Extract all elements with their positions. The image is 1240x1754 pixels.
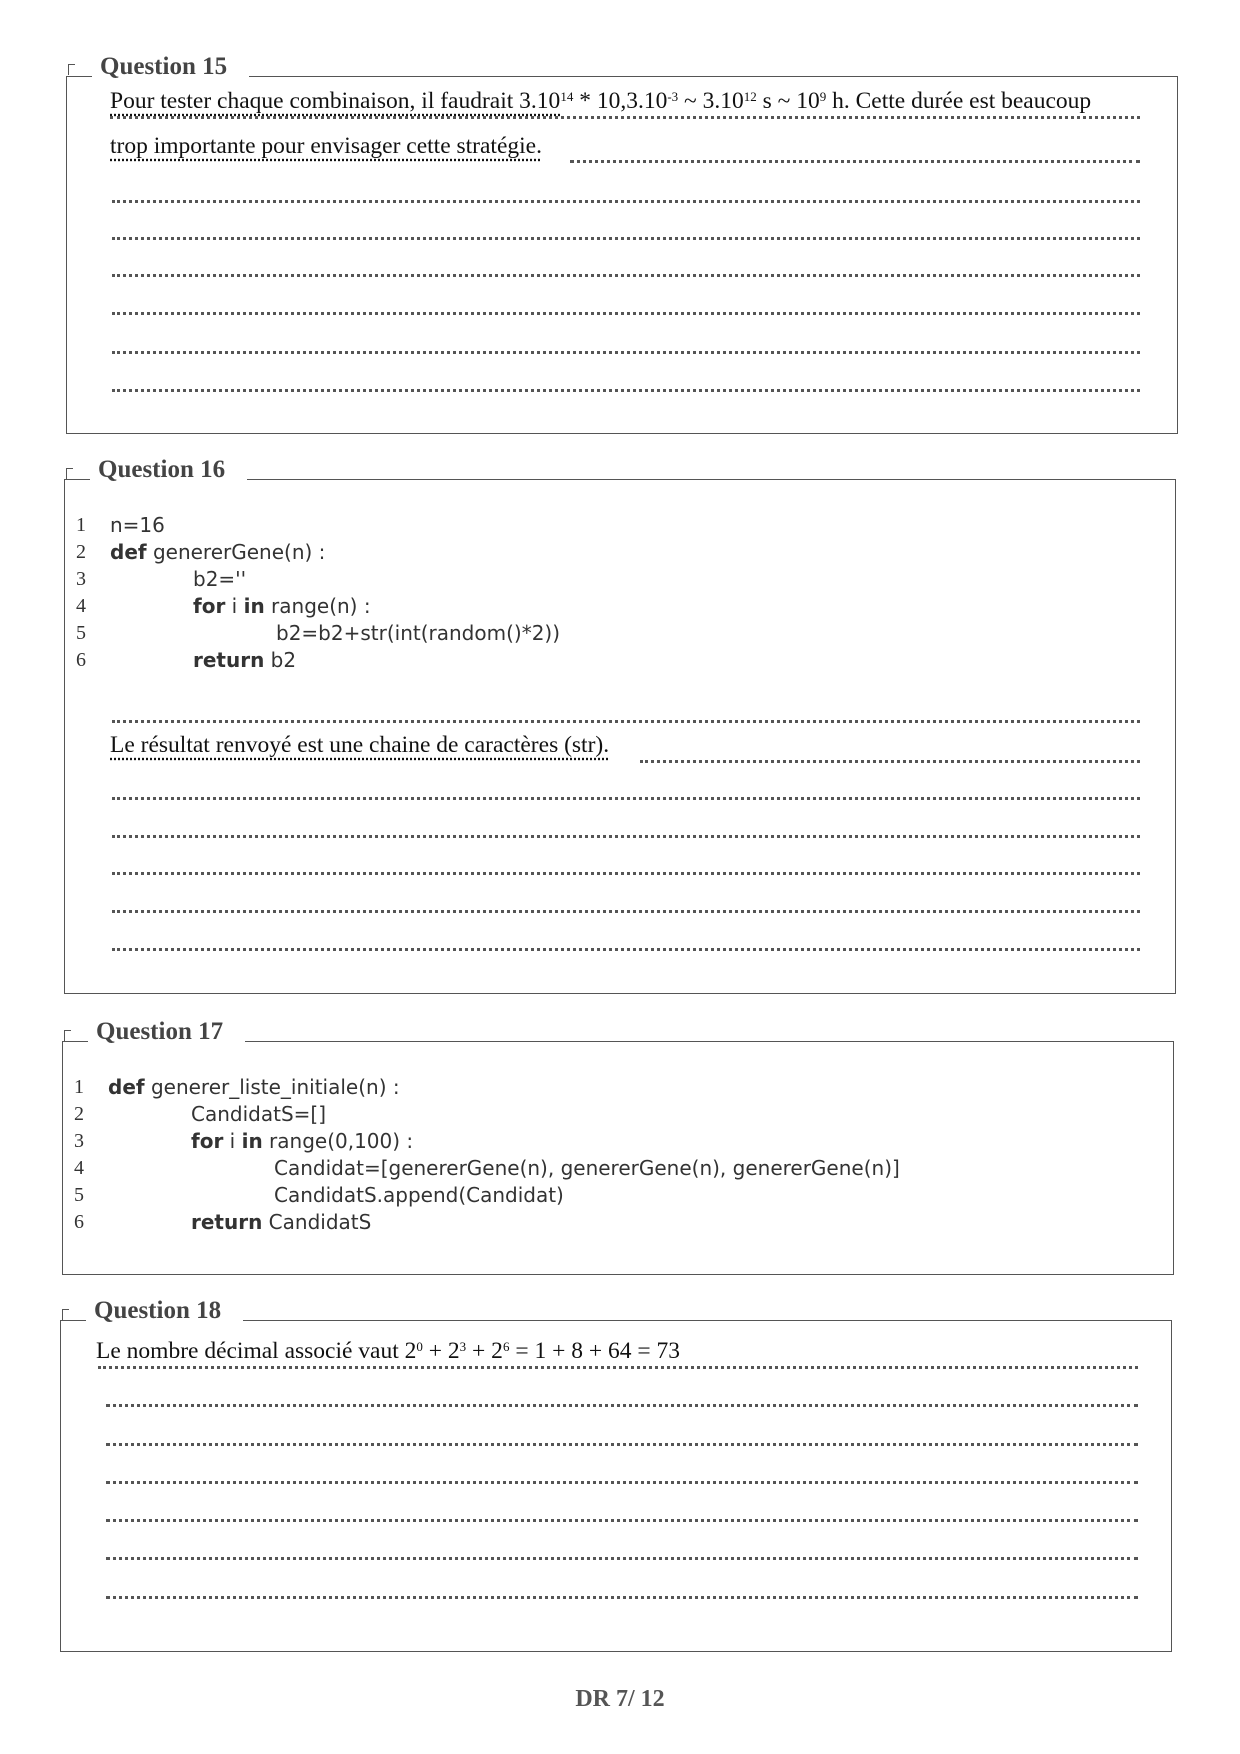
code-line-1 <box>108 1074 400 1101</box>
answer-dotted-line <box>106 1519 1138 1522</box>
code-keyword: return <box>191 1210 263 1234</box>
question-17-corner <box>64 1030 71 1041</box>
answer-dotted-line <box>106 1404 1138 1407</box>
answer-dotted-line <box>112 200 1140 203</box>
line-number: 5 <box>76 622 86 644</box>
line-number: 6 <box>74 1211 84 1233</box>
q18-text-c: + 2 <box>466 1338 503 1364</box>
line-number: 2 <box>74 1103 84 1125</box>
line-number: 3 <box>74 1130 84 1152</box>
question-15-answer-line-2: trop importante pour envisager cette stratégie. <box>110 133 542 159</box>
answer-dotted-line <box>112 797 1140 800</box>
answer-dotted-line <box>112 872 1140 875</box>
code-text: b2='' <box>193 567 247 591</box>
q18-text-b: + 2 <box>422 1338 460 1364</box>
answer-dotted-line <box>112 351 1140 354</box>
q15-sup-1: 14 <box>560 89 574 104</box>
question-16-title: Question 16 <box>90 455 247 485</box>
code-text: n=16 <box>110 513 165 537</box>
q15-text-e: h. Cette durée est beaucoup <box>826 88 1092 114</box>
answer-dotted-line <box>112 389 1140 392</box>
answer-dotted-line <box>112 948 1140 951</box>
code-keyword: def <box>110 540 147 564</box>
q15-sup-2: -3 <box>667 89 679 104</box>
line-number: 4 <box>76 595 86 617</box>
page-footer: DR 7/ 12 <box>575 1686 665 1712</box>
answer-dotted-line <box>106 1481 1138 1484</box>
line-number: 6 <box>76 649 86 671</box>
code-text: range(0,100) : <box>262 1129 414 1153</box>
code-text: genererGene(n) : <box>146 540 326 564</box>
q18-sup-2: 3 <box>459 1339 467 1354</box>
q15-text-a: Pour tester chaque combinaison, il faudrait 3.10 <box>110 88 561 114</box>
answer-dotted-line <box>112 835 1140 838</box>
code-line-5 <box>276 620 560 647</box>
line-number: 2 <box>76 541 86 563</box>
code-text: CandidatS.append(Candidat) <box>274 1183 564 1207</box>
code-line-1 <box>110 512 165 539</box>
code-keyword: in <box>241 1129 263 1153</box>
code-text: CandidatS=[] <box>191 1102 326 1126</box>
code-line-5 <box>274 1182 564 1209</box>
code-text: generer_liste_initiale(n) : <box>144 1075 400 1099</box>
answer-dotted-line <box>106 1557 1138 1560</box>
line-number: 5 <box>74 1184 84 1206</box>
code-line-3 <box>191 1128 413 1155</box>
question-15-title: Question 15 <box>92 52 249 82</box>
q15-text-b: * 10,3.10 <box>573 88 668 114</box>
question-15-answer-line-1 <box>110 86 1091 116</box>
code-line-2 <box>110 539 325 566</box>
answer-dotted-line <box>112 720 1140 723</box>
code-keyword: for <box>193 594 226 618</box>
question-15-corner <box>68 64 75 75</box>
code-text: range(n) : <box>264 594 371 618</box>
code-line-4 <box>274 1155 900 1182</box>
question-18-answer <box>96 1336 680 1366</box>
code-keyword: for <box>191 1129 224 1153</box>
answer-dotted-line <box>110 116 1140 119</box>
code-text: b2=b2+str(int(random()*2)) <box>276 621 561 645</box>
line-number: 4 <box>74 1157 84 1179</box>
question-18-box <box>60 1320 1172 1652</box>
code-line-6 <box>191 1209 371 1236</box>
answer-dotted-line <box>106 1596 1138 1599</box>
question-17-title: Question 17 <box>88 1017 245 1047</box>
answer-dotted-line <box>570 160 1140 163</box>
q15-text-d: s ~ 10 <box>756 88 820 114</box>
code-text: i <box>223 1129 242 1153</box>
code-line-2 <box>191 1101 326 1128</box>
line-number: 3 <box>76 568 86 590</box>
question-15-box <box>66 76 1178 434</box>
answer-dotted-line <box>112 312 1140 315</box>
answer-dotted-line <box>112 274 1140 277</box>
question-18-corner <box>62 1309 69 1320</box>
code-keyword: def <box>108 1075 145 1099</box>
q15-sup-3: 12 <box>743 89 757 104</box>
q18-sup-3: 6 <box>502 1339 510 1354</box>
q18-text-a: Le nombre décimal associé vaut 2 <box>96 1338 417 1364</box>
code-text: i <box>225 594 244 618</box>
answer-dotted-line <box>112 237 1140 240</box>
code-text: CandidatS <box>262 1210 372 1234</box>
q18-sup-1: 0 <box>416 1339 423 1354</box>
code-keyword: in <box>243 594 265 618</box>
question-16-answer: Le résultat renvoyé est une chaine de caractères (str). <box>110 732 610 758</box>
line-number: 1 <box>74 1076 84 1098</box>
answer-dotted-line <box>98 1366 1138 1369</box>
code-text: b2 <box>264 648 297 672</box>
answer-dotted-line <box>112 910 1140 913</box>
answer-dotted-line <box>106 1443 1138 1446</box>
code-line-3 <box>193 566 246 593</box>
question-16-corner <box>66 468 73 479</box>
q15-text-c: ~ 3.10 <box>678 88 744 114</box>
code-keyword: return <box>193 648 265 672</box>
answer-dotted-line <box>640 760 1140 763</box>
code-line-6 <box>193 647 296 674</box>
question-18-title: Question 18 <box>86 1296 243 1326</box>
code-line-4 <box>193 593 371 620</box>
q15-sup-4: 9 <box>819 89 827 104</box>
q18-text-d: = 1 + 8 + 64 = 73 <box>509 1338 680 1364</box>
line-number: 1 <box>76 514 86 536</box>
code-text: Candidat=[genererGene(n), genererGene(n), genererGene(n)] <box>274 1156 900 1180</box>
